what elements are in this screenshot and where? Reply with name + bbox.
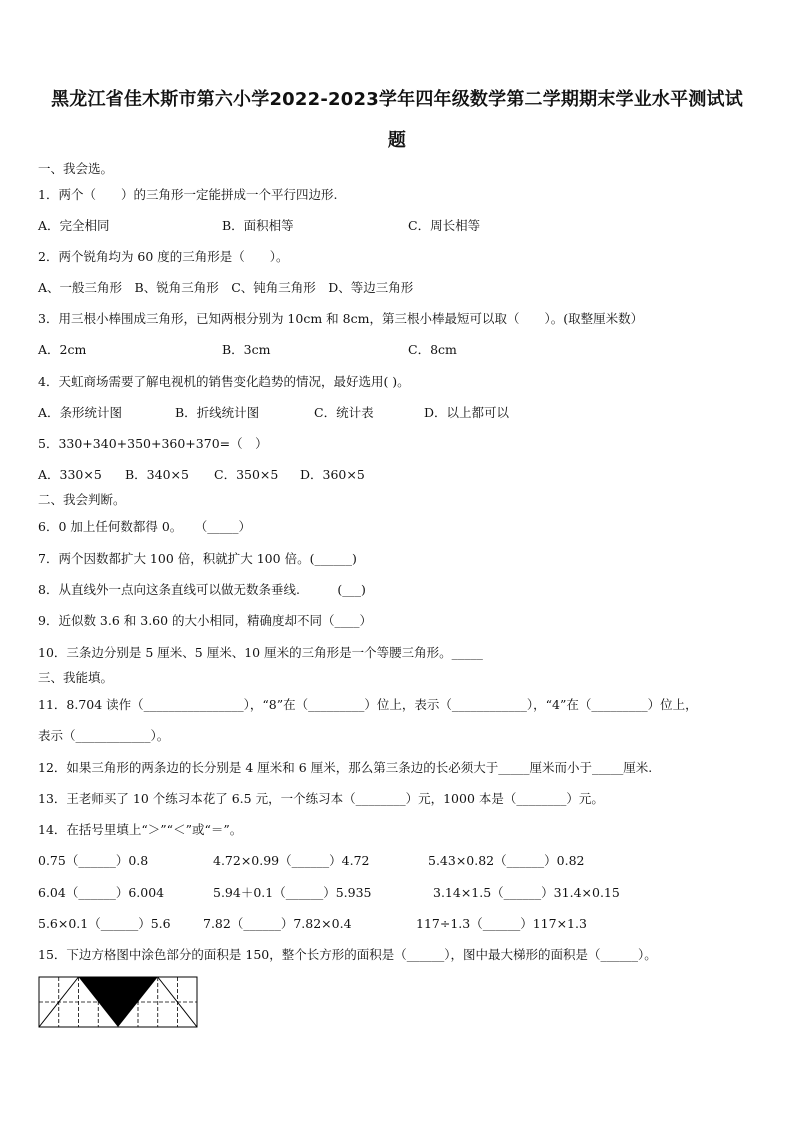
question-12: 12．如果三角形的两条边的长分别是 4 厘米和 6 厘米，那么第三条边的长必须大于_____厘米而小于_____厘米. <box>38 760 653 775</box>
question-9: 9．近似数 3.6 和 3.60 的大小相同，精确度却不同（____） <box>38 613 373 628</box>
q5-option-a: A．330×5 <box>38 467 102 482</box>
q4-option-a: A．条形统计图 <box>38 405 123 420</box>
q14-item: 7.82（______）7.82×0.4 <box>203 916 352 931</box>
question-13: 13．王老师买了 10 个练习本花了 6.5 元，一个练习本（________）元，1000 本是（________）元。 <box>38 791 604 806</box>
grid-figure <box>38 976 198 1028</box>
question-5: 5．330+340+350+360+370=（ ） <box>38 436 268 451</box>
question-6: 6．0 加上任何数都得 0。 （_____） <box>38 519 252 534</box>
section-heading-judge: 二、我会判断。 <box>38 492 126 507</box>
q14-item: 5.94＋0.1（______）5.935 <box>213 885 372 900</box>
q2-options: A、一般三角形 B、锐角三角形 C、钝角三角形 D、等边三角形 <box>38 280 414 295</box>
question-8: 8．从直线外一点向这条直线可以做无数条垂线. (___) <box>38 582 366 597</box>
q5-option-d: D．360×5 <box>300 467 365 482</box>
q5-option-c: C．350×5 <box>214 467 279 482</box>
q4-option-d: D．以上都可以 <box>424 405 510 420</box>
q14-item: 0.75（______）0.8 <box>38 853 149 868</box>
q1-option-c: C．周长相等 <box>408 218 481 233</box>
question-11: 11．8.704 读作（________________），“8”在（_________）位上，表示（____________），“4”在（_________）位上， <box>38 697 698 712</box>
q3-option-c: C．8cm <box>408 342 457 357</box>
question-11-continued: 表示（____________）。 <box>38 728 170 743</box>
q3-option-b: B．3cm <box>222 342 271 357</box>
question-7: 7．两个因数都扩大 100 倍，积就扩大 100 倍。(______) <box>38 551 357 566</box>
paper-title-continued: 题 <box>387 130 407 151</box>
section-heading-fill: 三、我能填。 <box>38 670 114 685</box>
q1-option-b: B．面积相等 <box>222 218 294 233</box>
q14-item: 3.14×1.5（______）31.4×0.15 <box>433 885 620 900</box>
question-1: 1．两个（ ）的三角形一定能拼成一个平行四边形. <box>38 187 338 202</box>
q5-option-b: B．340×5 <box>125 467 189 482</box>
q14-item: 6.04（______）6.004 <box>38 885 165 900</box>
section-heading-choose: 一、我会选。 <box>38 161 114 176</box>
question-10: 10．三条边分别是 5 厘米、5 厘米、10 厘米的三角形是一个等腰三角形。_____ <box>38 645 483 660</box>
q14-item: 117÷1.3（______）117×1.3 <box>416 916 587 931</box>
q4-option-c: C．统计表 <box>314 405 374 420</box>
question-4: 4．天虹商场需要了解电视机的销售变化趋势的情况，最好选用( )。 <box>38 374 410 389</box>
q4-option-b: B．折线统计图 <box>175 405 260 420</box>
paper-title: 黑龙江省佳木斯市第六小学2022-2023学年四年级数学第二学期期末学业水平测试试 <box>51 89 743 110</box>
question-2: 2．两个锐角均为 60 度的三角形是（ ）。 <box>38 249 289 264</box>
q3-option-a: A．2cm <box>38 342 87 357</box>
q1-option-a: A．完全相同 <box>38 218 110 233</box>
question-15: 15．下边方格图中涂色部分的面积是 150，整个长方形的面积是（______），图中最大梯形的面积是（______）。 <box>38 947 657 962</box>
question-14: 14．在括号里填上“＞”“＜”或“＝”。 <box>38 822 243 837</box>
q14-item: 4.72×0.99（______）4.72 <box>213 853 370 868</box>
q14-item: 5.43×0.82（______）0.82 <box>428 853 585 868</box>
question-3: 3．用三根小棒围成三角形，已知两根分别为 10cm 和 8cm，第三根小棒最短可以取（ ）。(取整厘米数） <box>38 311 644 326</box>
q14-item: 5.6×0.1（______）5.6 <box>38 916 171 931</box>
